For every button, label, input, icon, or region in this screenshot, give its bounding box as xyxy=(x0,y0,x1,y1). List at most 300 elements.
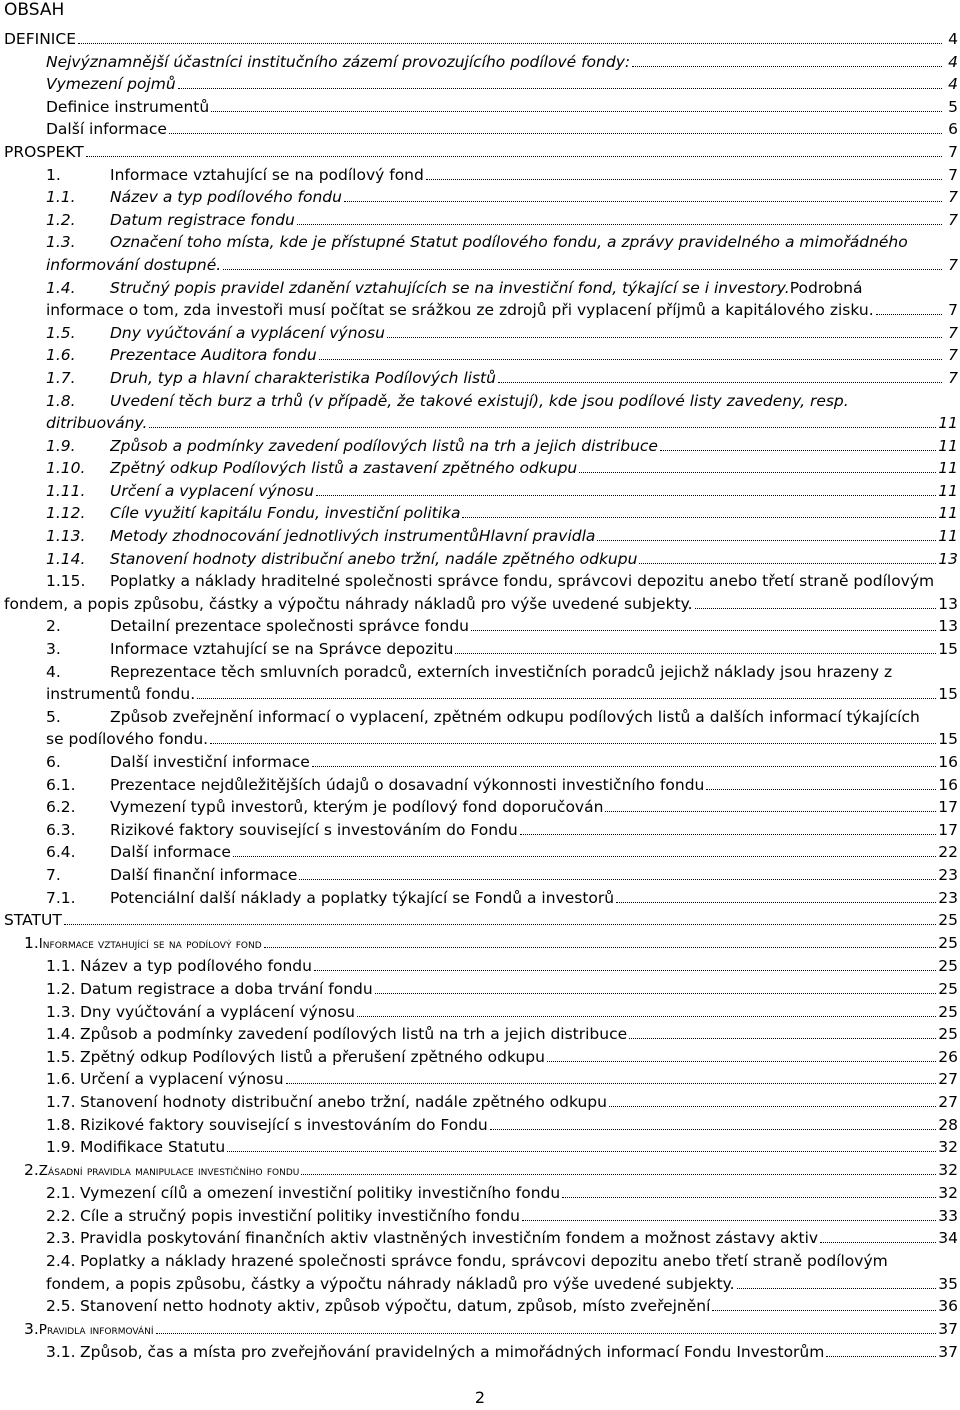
dot-leader xyxy=(297,224,942,225)
toc-entry-body xyxy=(46,796,938,819)
toc-entry-title: Stanovení hodnoty distribuční anebo tržní, nadále zpětného odkupu xyxy=(110,549,638,568)
toc-entry-title: Pravidla informování xyxy=(38,1321,154,1338)
toc-entry-page: 33 xyxy=(938,1206,958,1225)
toc-entry-title-wrap xyxy=(110,367,944,390)
toc-entry-body xyxy=(46,277,958,300)
toc-entry-title-wrap xyxy=(80,1046,938,1069)
toc-entry-title: DEFINICE xyxy=(4,30,76,48)
dot-leader xyxy=(471,630,936,631)
toc-entry-number: 2.5. xyxy=(46,1297,76,1316)
toc-entry[interactable] xyxy=(0,1341,960,1364)
toc-entry[interactable] xyxy=(0,457,960,480)
toc-entry[interactable] xyxy=(0,73,960,96)
toc-entry-title: Reprezentace těch smluvních poradců, externích investičních poradců jejichž náklady jsou hrazeny z xyxy=(110,662,893,681)
dot-leader xyxy=(357,1016,936,1017)
toc-entry-body xyxy=(24,1318,938,1342)
toc-entry-body xyxy=(46,96,944,119)
dot-leader xyxy=(737,1288,937,1289)
toc-entry-number: 4. xyxy=(46,662,61,681)
toc-entry-body xyxy=(46,118,944,141)
toc-entry-title-wrap xyxy=(110,390,958,413)
toc-entry[interactable] xyxy=(0,593,960,616)
toc-entry-number: 1.9. xyxy=(46,436,76,455)
toc-entry-title: Datum registrace fondu xyxy=(110,210,295,229)
toc-entry[interactable] xyxy=(0,28,960,51)
dot-leader xyxy=(490,1129,937,1130)
toc-entry[interactable] xyxy=(0,118,960,141)
toc-entry-title-wrap xyxy=(110,277,958,300)
dot-leader xyxy=(616,902,936,903)
toc-entry-title: se podílového fondu. xyxy=(46,730,209,749)
toc-entry-title: fondem, a popis způsobu, částky a výpočtu náhrady nákladů pro výše uvedené subjekty. xyxy=(46,1274,735,1293)
toc-entry[interactable] xyxy=(0,887,960,910)
toc-entry-page: 15 xyxy=(938,685,958,704)
dot-leader xyxy=(498,382,942,383)
toc-entry-title-wrap xyxy=(80,978,938,1001)
toc-entry-title-wrap xyxy=(110,186,944,209)
toc-entry[interactable] xyxy=(0,615,960,638)
toc-entry-title: Datum registrace a doba trvání fondu xyxy=(80,979,373,998)
toc-entry-title: Rizikové faktory související s investováním do Fondu xyxy=(110,820,518,839)
toc-entry-page: 26 xyxy=(938,1047,958,1066)
toc-entry-title: Stanovení hodnoty distribuční anebo tržní, nadále zpětného odkupu xyxy=(80,1092,607,1111)
toc-entry-body xyxy=(46,887,938,910)
toc-entry-body xyxy=(46,73,944,96)
toc-entry-title: Informace vztahující se na Správce depozitu xyxy=(110,640,454,659)
toc-entry-title-wrap xyxy=(46,299,944,322)
toc-entry-title: STATUT xyxy=(4,911,62,930)
toc-entry-number: 1.7. xyxy=(46,1092,76,1111)
toc-entry-title-wrap xyxy=(80,1068,938,1091)
toc-entry-page: 7 xyxy=(948,368,958,387)
toc-entry-title-wrap xyxy=(110,231,958,254)
toc-entry-title-wrap xyxy=(46,118,944,141)
toc-entry-title: Cíle a stručný popis investiční politiky investičního fondu xyxy=(80,1206,520,1225)
toc-entry[interactable] xyxy=(0,1001,960,1024)
toc-entry-page: 32 xyxy=(938,1160,958,1179)
toc-entry-title-wrap xyxy=(46,683,938,706)
toc-entry-body xyxy=(46,661,958,684)
dot-leader xyxy=(605,811,936,812)
toc-entry-page: 17 xyxy=(938,820,958,839)
toc-entry-page: 16 xyxy=(938,753,958,771)
toc-entry-title-wrap xyxy=(4,141,944,164)
toc-entry-page: 25 xyxy=(938,1025,958,1044)
toc-entry-body xyxy=(46,1046,938,1069)
toc-entry[interactable] xyxy=(0,1273,960,1296)
toc-entry[interactable] xyxy=(0,390,960,413)
toc-entry-body xyxy=(46,955,938,978)
toc-entry-title-wrap xyxy=(110,548,938,571)
toc-entry[interactable] xyxy=(0,254,960,277)
toc-entry-number: 1.3. xyxy=(46,1002,76,1021)
toc-entry-number: 7.1. xyxy=(46,888,76,907)
toc-entry-title-wrap xyxy=(80,1205,938,1228)
toc-entry-number: 6.4. xyxy=(46,843,76,862)
toc-entry[interactable] xyxy=(0,774,960,797)
toc-entry[interactable] xyxy=(0,1250,960,1273)
toc-entry-page: 25 xyxy=(938,933,958,952)
toc-entry[interactable] xyxy=(0,955,960,978)
toc-entry[interactable] xyxy=(0,435,960,458)
toc-entry-title: Další finanční informace xyxy=(110,865,298,884)
toc-entry-body xyxy=(46,548,938,571)
toc-entry-body xyxy=(24,932,938,956)
toc-entry-body xyxy=(4,593,938,616)
toc-entry[interactable] xyxy=(0,96,960,119)
toc-entry-body xyxy=(46,1136,938,1159)
toc-entry-title: Další informace xyxy=(46,120,167,139)
toc-entry-title-wrap xyxy=(46,96,944,119)
toc-entry-title: Název a typ podílového fondu xyxy=(110,188,342,207)
toc-entry[interactable] xyxy=(0,209,960,232)
toc-heading: OBSAH xyxy=(4,0,65,20)
toc-entry-number: 3. xyxy=(24,1319,39,1338)
toc-entry[interactable] xyxy=(0,819,960,842)
toc-entry-page: 34 xyxy=(938,1229,958,1248)
toc-entry-title-wrap xyxy=(110,706,958,729)
toc-entry-page: 22 xyxy=(938,843,958,862)
toc-entry[interactable] xyxy=(0,932,960,956)
dot-leader xyxy=(660,450,936,451)
toc-entry-number: 1.8. xyxy=(46,1115,76,1134)
toc-entry-title-wrap xyxy=(110,864,938,887)
toc-entry-title: Metody zhodnocování jednotlivých instrumentůHlavní pravidla xyxy=(110,527,596,546)
toc-entry-title: Další investiční informace xyxy=(110,753,310,771)
toc-entry-title-wrap xyxy=(39,1319,938,1342)
toc-entry-title: Zpětný odkup Podílových listů a zastavení zpětného odkupu xyxy=(110,459,578,478)
dot-leader xyxy=(233,856,936,857)
toc-entry-page: 15 xyxy=(938,730,958,749)
toc-entry[interactable] xyxy=(0,706,960,729)
toc-entry-body xyxy=(46,51,944,74)
toc-entry-body xyxy=(46,1227,938,1250)
toc-entry-title: Vymezení cílů a omezení investiční politiky investičního fondu xyxy=(80,1184,561,1203)
toc-entry-title: Prezentace Auditora fondu xyxy=(110,346,317,365)
toc-entry-body xyxy=(46,254,944,277)
toc-entry[interactable] xyxy=(0,909,960,932)
toc-entry-title: ditribuovány. xyxy=(46,414,148,433)
toc-entry-title-wrap xyxy=(110,570,958,593)
toc-entry-body xyxy=(46,751,938,774)
toc-entry-title-wrap xyxy=(110,480,938,503)
toc-entry-title-wrap xyxy=(110,819,938,842)
toc-entry[interactable] xyxy=(0,1091,960,1114)
toc-entry[interactable] xyxy=(0,1318,960,1342)
toc-entry[interactable] xyxy=(0,1205,960,1228)
toc-entry-page: 7 xyxy=(948,301,958,320)
toc-entry-title-wrap xyxy=(46,1273,938,1296)
toc-entry-page: 7 xyxy=(948,210,958,229)
toc-entry-number: 1.14. xyxy=(46,549,86,568)
toc-entry-title-wrap xyxy=(80,1001,938,1024)
dot-leader xyxy=(319,359,942,360)
toc-entry-body xyxy=(46,344,944,367)
toc-entry[interactable] xyxy=(0,1136,960,1159)
toc-entry-page: 11 xyxy=(938,481,958,500)
toc-entry-number: 6.2. xyxy=(46,798,76,817)
toc-entry-body xyxy=(46,480,938,503)
toc-entry-page: 25 xyxy=(938,911,958,930)
toc-entry-title-wrap xyxy=(110,774,938,797)
toc-entry[interactable] xyxy=(0,412,960,435)
toc-entry-title-wrap xyxy=(110,796,938,819)
toc-entry-title: Určení a vyplacení výnosu xyxy=(110,481,314,500)
toc-entry-page: 4 xyxy=(948,75,958,94)
toc-entry-title-wrap xyxy=(80,1250,958,1273)
toc-entry-title-wrap xyxy=(110,525,938,548)
toc-entry-title-wrap xyxy=(110,887,938,910)
toc-entry-number: 1.4. xyxy=(46,278,76,297)
toc-entry[interactable] xyxy=(0,164,960,187)
toc-entry[interactable] xyxy=(0,344,960,367)
toc-entry[interactable] xyxy=(0,1046,960,1069)
toc-entry-title: Dny vyúčtování a vyplácení výnosu xyxy=(110,323,385,342)
dot-leader xyxy=(820,1242,936,1243)
dot-leader xyxy=(169,133,942,134)
toc-entry-body xyxy=(46,1068,938,1091)
toc-entry-title-wrap xyxy=(80,1136,938,1159)
toc-entry-title-wrap xyxy=(80,1023,938,1046)
toc-entry-title-wrap xyxy=(80,955,938,978)
toc-entry-title-wrap xyxy=(4,28,944,51)
toc-entry-page: 7 xyxy=(948,142,958,161)
toc-entry[interactable] xyxy=(0,683,960,706)
toc-entry-title-wrap xyxy=(110,344,944,367)
toc-entry-body xyxy=(46,1114,938,1137)
toc-entry-number: 1.1. xyxy=(46,957,76,976)
dot-leader xyxy=(375,993,937,994)
toc-entry-title-wrap xyxy=(110,457,938,480)
toc-entry-number: 1.3. xyxy=(46,233,76,252)
toc-entry-body xyxy=(46,186,944,209)
toc-entry-body xyxy=(46,1341,938,1364)
toc-entry-page: 37 xyxy=(938,1343,958,1362)
toc-entry-number: 3. xyxy=(46,640,61,659)
toc-entry[interactable] xyxy=(0,231,960,254)
toc-entry-title-extra: Podrobná xyxy=(789,278,863,297)
toc-entry-title-wrap xyxy=(4,593,938,616)
toc-entry-page: 13 xyxy=(938,617,958,636)
toc-entry-body xyxy=(46,683,938,706)
toc-entry-title-wrap xyxy=(80,1182,938,1205)
toc-entry-title-wrap xyxy=(39,1160,938,1183)
dot-leader xyxy=(178,88,942,89)
toc-entry-page: 35 xyxy=(938,1274,958,1293)
toc-entry-page: 13 xyxy=(938,549,958,568)
toc-entry-page: 4 xyxy=(948,52,958,71)
toc-entry[interactable] xyxy=(0,1068,960,1091)
toc-entry[interactable] xyxy=(0,638,960,661)
toc-entry[interactable] xyxy=(0,525,960,548)
toc-entry-body xyxy=(46,1250,958,1273)
toc-entry-title: Způsob zveřejnění informací o vyplacení, zpětném odkupu podílových listů a dalších informací týkajících xyxy=(110,707,920,726)
dot-leader xyxy=(609,1106,936,1107)
toc-entry[interactable] xyxy=(0,502,960,525)
toc-entry-title-wrap xyxy=(110,751,938,774)
dot-leader xyxy=(316,495,936,496)
toc-entry-number: 2. xyxy=(46,617,61,636)
dot-leader xyxy=(426,179,942,180)
toc-entry[interactable] xyxy=(0,570,960,593)
toc-entry-number: 6.3. xyxy=(46,820,76,839)
toc-entry-page: 27 xyxy=(938,1092,958,1111)
toc-entry[interactable] xyxy=(0,299,960,322)
toc-entry-title-wrap xyxy=(110,322,944,345)
toc-entry-page: 5 xyxy=(948,97,958,116)
toc-entry[interactable] xyxy=(0,548,960,571)
toc-entry-page: 25 xyxy=(938,1002,958,1021)
dot-leader xyxy=(299,879,936,880)
toc-entry[interactable] xyxy=(0,367,960,390)
dot-leader xyxy=(562,1197,936,1198)
toc-entry[interactable] xyxy=(0,186,960,209)
toc-entry-title: Vymezení pojmů xyxy=(46,75,176,94)
toc-entry-page: 7 xyxy=(948,323,958,342)
toc-entry-title-wrap xyxy=(110,615,938,638)
toc-entry-title-wrap xyxy=(46,51,944,74)
dot-leader xyxy=(149,427,936,428)
toc-entry-title: Informace vztahující se na podílový fond xyxy=(110,165,424,184)
toc-entry-title: Informace vztahující se na podílový fond xyxy=(38,935,262,952)
toc-entry-title-wrap xyxy=(80,1091,938,1114)
toc-entry[interactable] xyxy=(0,141,960,164)
toc-entry-number: 1.5. xyxy=(46,1047,76,1066)
toc-entry-body xyxy=(46,164,944,187)
toc-entry-title: Uvedení těch burz a trhů (v případě, že takové existují), kde jsou podílové listy zavedeny, resp. xyxy=(110,391,849,410)
toc-entry-title: informování dostupné. xyxy=(46,255,222,274)
toc-entry-number: 6.1. xyxy=(46,775,76,794)
toc-entry-title: Dny vyúčtování a vyplácení výnosu xyxy=(80,1002,355,1021)
toc-entry-body xyxy=(4,28,944,51)
toc-entry[interactable] xyxy=(0,978,960,1001)
toc-entry[interactable] xyxy=(0,1227,960,1250)
toc-entry-title-wrap xyxy=(110,209,944,232)
toc-entry-number: 1.13. xyxy=(46,527,86,546)
toc-entry-number: 1.4. xyxy=(46,1025,76,1044)
toc-entry-title: Nejvýznamnější účastníci institučního zázemí provozujícího podílové fondy: xyxy=(46,52,631,71)
toc-entry-body xyxy=(46,1091,938,1114)
toc-entry-page: 7 xyxy=(948,165,958,184)
dot-leader xyxy=(629,1038,936,1039)
toc-entry-body xyxy=(46,706,958,729)
toc-entry-page: 11 xyxy=(938,504,958,523)
toc-entry-title-wrap xyxy=(4,909,938,932)
toc-entry-title-wrap xyxy=(46,73,944,96)
toc-entry-number: 1.2. xyxy=(46,210,76,229)
dot-leader xyxy=(64,924,936,925)
dot-leader xyxy=(639,563,936,564)
toc-entry[interactable] xyxy=(0,661,960,684)
toc-entry-page: 7 xyxy=(948,255,958,274)
dot-leader xyxy=(706,789,936,790)
toc-entry[interactable] xyxy=(0,1159,960,1183)
toc-entry-page: 6 xyxy=(948,120,958,139)
toc-entry-body xyxy=(46,209,944,232)
toc-entry-number: 1.5. xyxy=(46,323,76,342)
toc-entry-number: 2.2. xyxy=(46,1206,76,1225)
toc-entry-page: 25 xyxy=(938,979,958,998)
toc-entry-title: Cíle využití kapitálu Fondu, investiční politika xyxy=(110,504,461,523)
toc-entry[interactable] xyxy=(0,796,960,819)
dot-leader xyxy=(712,1310,936,1311)
toc-entry-title: Další informace xyxy=(110,843,231,862)
toc-entry[interactable] xyxy=(0,480,960,503)
toc-entry-title: Detailní prezentace společnosti správce fondu xyxy=(110,617,470,636)
toc-entry[interactable] xyxy=(0,277,960,300)
toc-entry-page: 11 xyxy=(938,436,958,455)
toc-entry-title: instrumentů fondu. xyxy=(46,685,196,704)
toc-entry[interactable] xyxy=(0,864,960,887)
toc-entry-title-wrap xyxy=(110,661,958,684)
dot-leader xyxy=(597,540,936,541)
toc-entry-title: fondem, a popis způsobu, částky a výpočtu náhrady nákladů pro výše uvedené subjekty. xyxy=(4,594,693,613)
toc-entry-title: Poplatky a náklady hraditelné společnosti správce fondu, správcovi depozitu anebo třetí straně podílovým xyxy=(110,572,935,591)
toc-entry[interactable] xyxy=(0,1023,960,1046)
toc-entry-page: 11 xyxy=(938,527,958,546)
toc-entry-page: 23 xyxy=(938,865,958,884)
toc-entry-title: informace o tom, zda investoři musí počítat se srážkou ze zdrojů při vyplacení příjmů a kapitálového zisku. xyxy=(46,301,874,320)
toc-entry-title: Označení toho místa, kde je přístupné Statut podílového fondu, a zprávy pravidelného a mimořádného xyxy=(110,233,908,252)
toc-entry-body xyxy=(24,1159,938,1183)
dot-leader xyxy=(522,1220,936,1221)
toc-entry[interactable] xyxy=(0,728,960,751)
toc-entry-number: 1.15. xyxy=(46,572,86,591)
dot-leader xyxy=(455,653,936,654)
toc-entry-page: 15 xyxy=(938,640,958,659)
toc-entry-page: 7 xyxy=(948,346,958,365)
toc-entry-body xyxy=(4,909,938,932)
toc-entry-title-wrap xyxy=(80,1295,938,1318)
toc-entry-body xyxy=(46,978,938,1001)
toc-entry[interactable] xyxy=(0,322,960,345)
toc-entry-title-wrap xyxy=(80,1227,938,1250)
toc-entry-body xyxy=(46,412,938,435)
toc-entry-title-wrap xyxy=(46,254,944,277)
toc-entry-page: 13 xyxy=(938,594,958,613)
toc-entry-page: 32 xyxy=(938,1138,958,1157)
toc-entry-number: 2. xyxy=(24,1160,39,1179)
toc-entry-title: Stručný popis pravidel zdanění vztahujících se na investiční fond, týkající se i investory. xyxy=(110,278,790,297)
toc-entry[interactable] xyxy=(0,1182,960,1205)
toc-entry-title: Zásadní pravidla manipulace investičního fondu xyxy=(38,1162,300,1179)
toc-entry[interactable] xyxy=(0,51,960,74)
dot-leader xyxy=(876,314,942,315)
toc-entry-title: Stanovení netto hodnoty aktiv, způsob výpočtu, datum, způsob, místo zveřejnění xyxy=(80,1297,711,1316)
dot-leader xyxy=(156,1333,937,1334)
toc-entry-title: Způsob, čas a místa pro zveřejňování pravidelných a mimořádných informací Fondu Investorům xyxy=(80,1343,825,1362)
dot-leader xyxy=(826,1356,936,1357)
toc-entry-title-wrap xyxy=(110,502,938,525)
toc-entry-number: 1.11. xyxy=(46,481,86,500)
toc-entry[interactable] xyxy=(0,841,960,864)
toc-entry[interactable] xyxy=(0,1295,960,1318)
toc-entry-body xyxy=(46,367,944,390)
toc-entry-body xyxy=(46,1295,938,1318)
toc-entry-number: 1. xyxy=(24,933,39,952)
toc-entry[interactable] xyxy=(0,751,960,774)
dot-leader xyxy=(227,1151,936,1152)
dot-leader xyxy=(312,766,937,767)
toc-entry-title: Druh, typ a hlavní charakteristika Podílových listů xyxy=(110,368,496,387)
dot-leader xyxy=(78,43,942,44)
toc-entry[interactable] xyxy=(0,1114,960,1137)
toc-entry-title: Název a typ podílového fondu xyxy=(80,957,312,976)
toc-entry-title: Poplatky a náklady hrazené společnosti správce fondu, správcovi depozitu anebo třetí straně podílovým xyxy=(80,1252,888,1271)
toc-entry-body xyxy=(46,1182,938,1205)
toc-entry-body xyxy=(4,141,944,164)
toc-entry-title-wrap xyxy=(110,164,944,187)
